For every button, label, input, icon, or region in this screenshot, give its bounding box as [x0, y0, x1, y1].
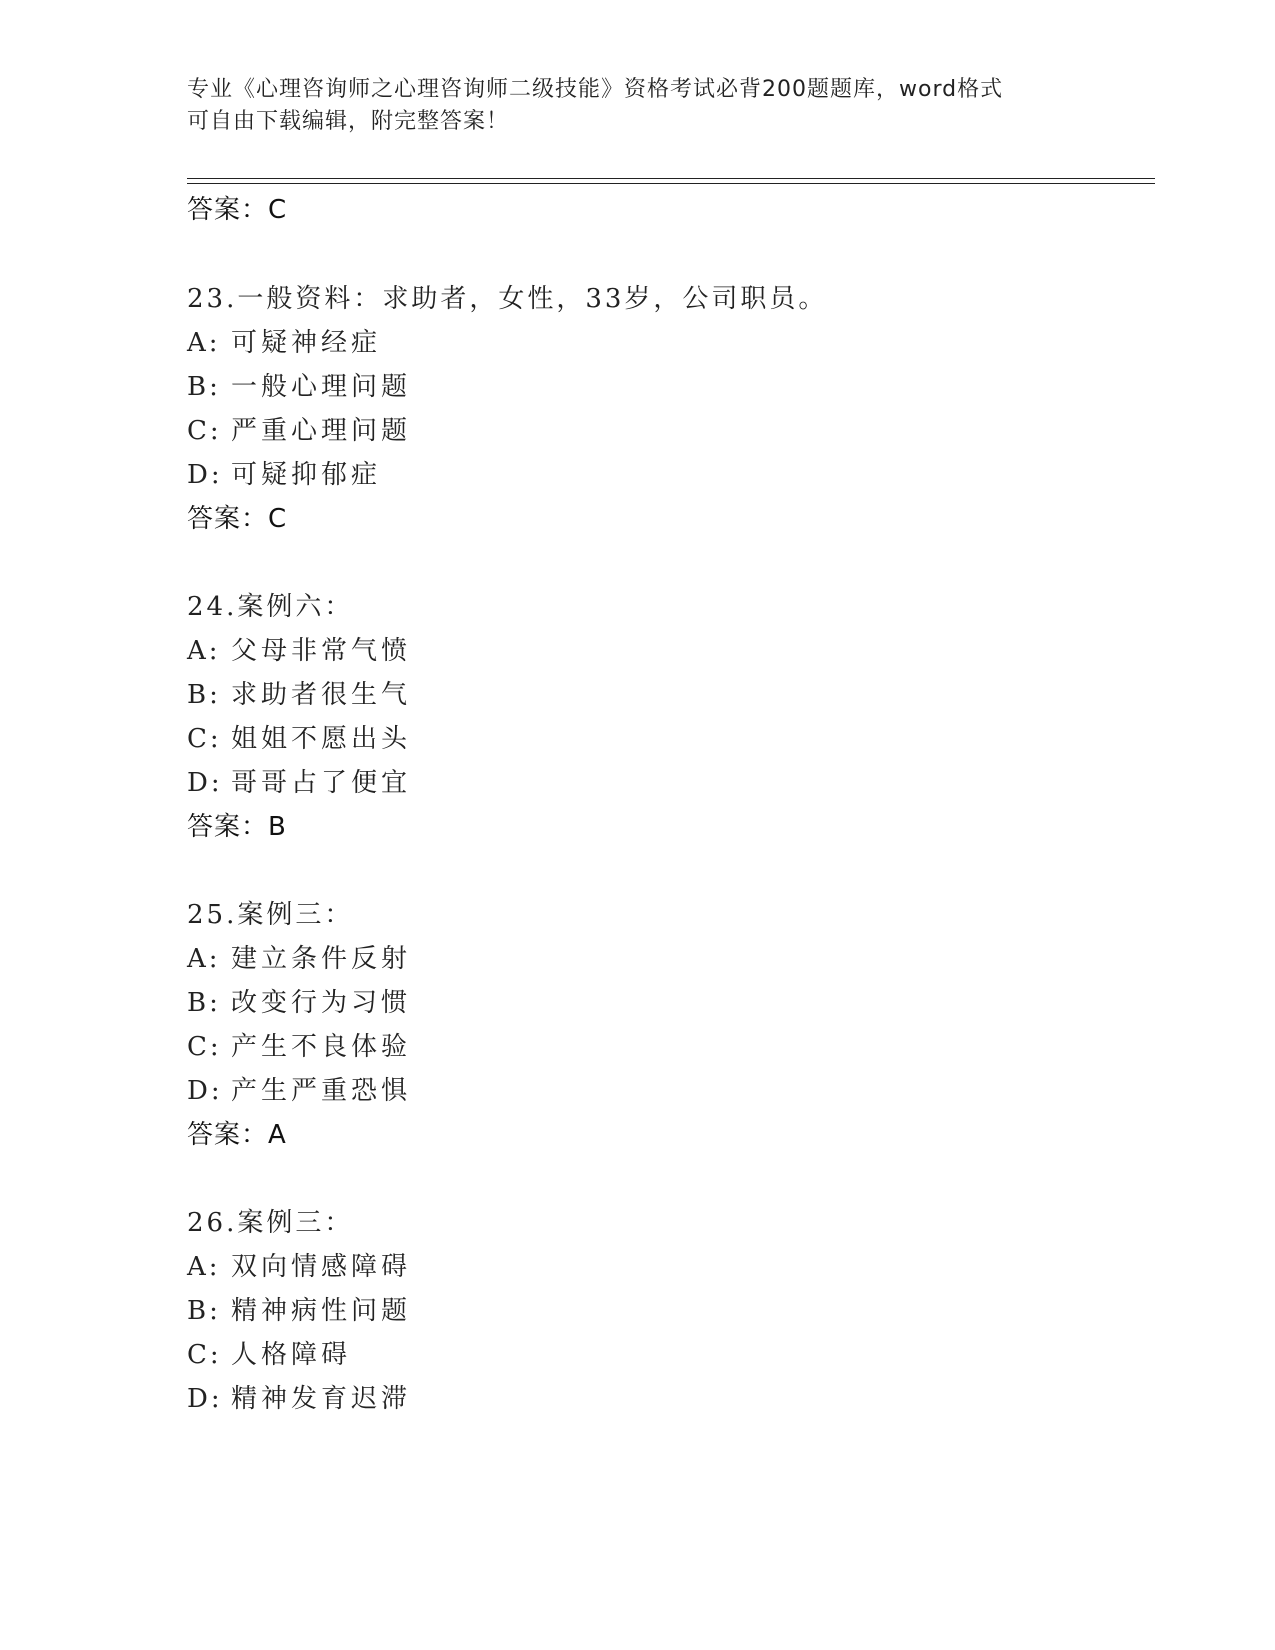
option-letter: D:: [187, 1076, 223, 1106]
header-line-1: 专业《心理咨询师之心理咨询师二级技能》资格考试必背200题题库，word格式: [187, 77, 1004, 102]
question-23-option-c: [187, 415, 411, 447]
question-24-option-b: [187, 679, 411, 711]
question-26-option-d: [187, 1383, 411, 1415]
header-divider-top: [187, 178, 1155, 179]
option-text: 姐姐不愿出头: [231, 724, 412, 754]
question-24-stem: 24.案例六：: [187, 592, 354, 622]
option-letter: D:: [187, 768, 223, 798]
option-letter: B:: [187, 372, 221, 402]
option-letter: C:: [187, 724, 222, 754]
question-25-option-a: [187, 943, 411, 975]
option-letter: C:: [187, 1340, 222, 1370]
option-letter: B:: [187, 680, 221, 710]
question-23-option-a: [187, 327, 381, 359]
question-25-answer: 答案：A: [187, 1120, 287, 1150]
option-text: 可疑神经症: [231, 328, 382, 358]
option-text: 产生不良体验: [231, 1032, 412, 1062]
question-25-option-b: [187, 987, 411, 1019]
question-24-option-a: [187, 635, 411, 667]
question-23-stem: 23.一般资料：求助者，女性，33岁，公司职员。: [187, 284, 828, 314]
option-letter: A:: [187, 1252, 221, 1282]
question-25-option-d: [187, 1075, 411, 1107]
question-25-stem: 25.案例三：: [187, 900, 354, 930]
option-text: 精神病性问题: [231, 1296, 412, 1326]
option-text: 双向情感障碍: [231, 1252, 412, 1282]
question-24-option-c: [187, 723, 411, 755]
option-letter: A:: [187, 328, 221, 358]
option-letter: D:: [187, 460, 223, 490]
option-letter: D:: [187, 1384, 223, 1414]
question-23-answer: 答案：C: [187, 504, 288, 534]
question-26-option-a: [187, 1251, 411, 1283]
option-letter: B:: [187, 988, 221, 1018]
question-24-option-d: [187, 767, 411, 799]
option-letter: C:: [187, 416, 222, 446]
question-26-option-b: [187, 1295, 411, 1327]
option-text: 建立条件反射: [231, 944, 412, 974]
question-23-option-d: [187, 459, 381, 491]
option-text: 产生严重恐惧: [231, 1076, 412, 1106]
header-line-2: 可自由下载编辑，附完整答案！: [187, 109, 510, 134]
question-26-stem: 26.案例三：: [187, 1208, 354, 1238]
question-23-option-b: [187, 371, 411, 403]
option-text: 人格障碍: [231, 1340, 352, 1370]
option-text: 严重心理问题: [231, 416, 412, 446]
header-divider-bottom: [187, 183, 1155, 184]
option-text: 一般心理问题: [231, 372, 412, 402]
document-header: [187, 74, 1087, 138]
option-letter: C:: [187, 1032, 222, 1062]
option-text: 可疑抑郁症: [231, 460, 382, 490]
option-text: 精神发育迟滞: [231, 1384, 412, 1414]
question-26-option-c: [187, 1339, 351, 1371]
question-25-option-c: [187, 1031, 411, 1063]
previous-answer: 答案：C: [187, 195, 288, 225]
option-text: 改变行为习惯: [231, 988, 412, 1018]
option-text: 哥哥占了便宜: [231, 768, 412, 798]
option-letter: A:: [187, 944, 221, 974]
question-24-answer: 答案：B: [187, 812, 287, 842]
option-text: 求助者很生气: [231, 680, 412, 710]
option-letter: A:: [187, 636, 221, 666]
option-letter: B:: [187, 1296, 221, 1326]
option-text: 父母非常气愤: [231, 636, 412, 666]
